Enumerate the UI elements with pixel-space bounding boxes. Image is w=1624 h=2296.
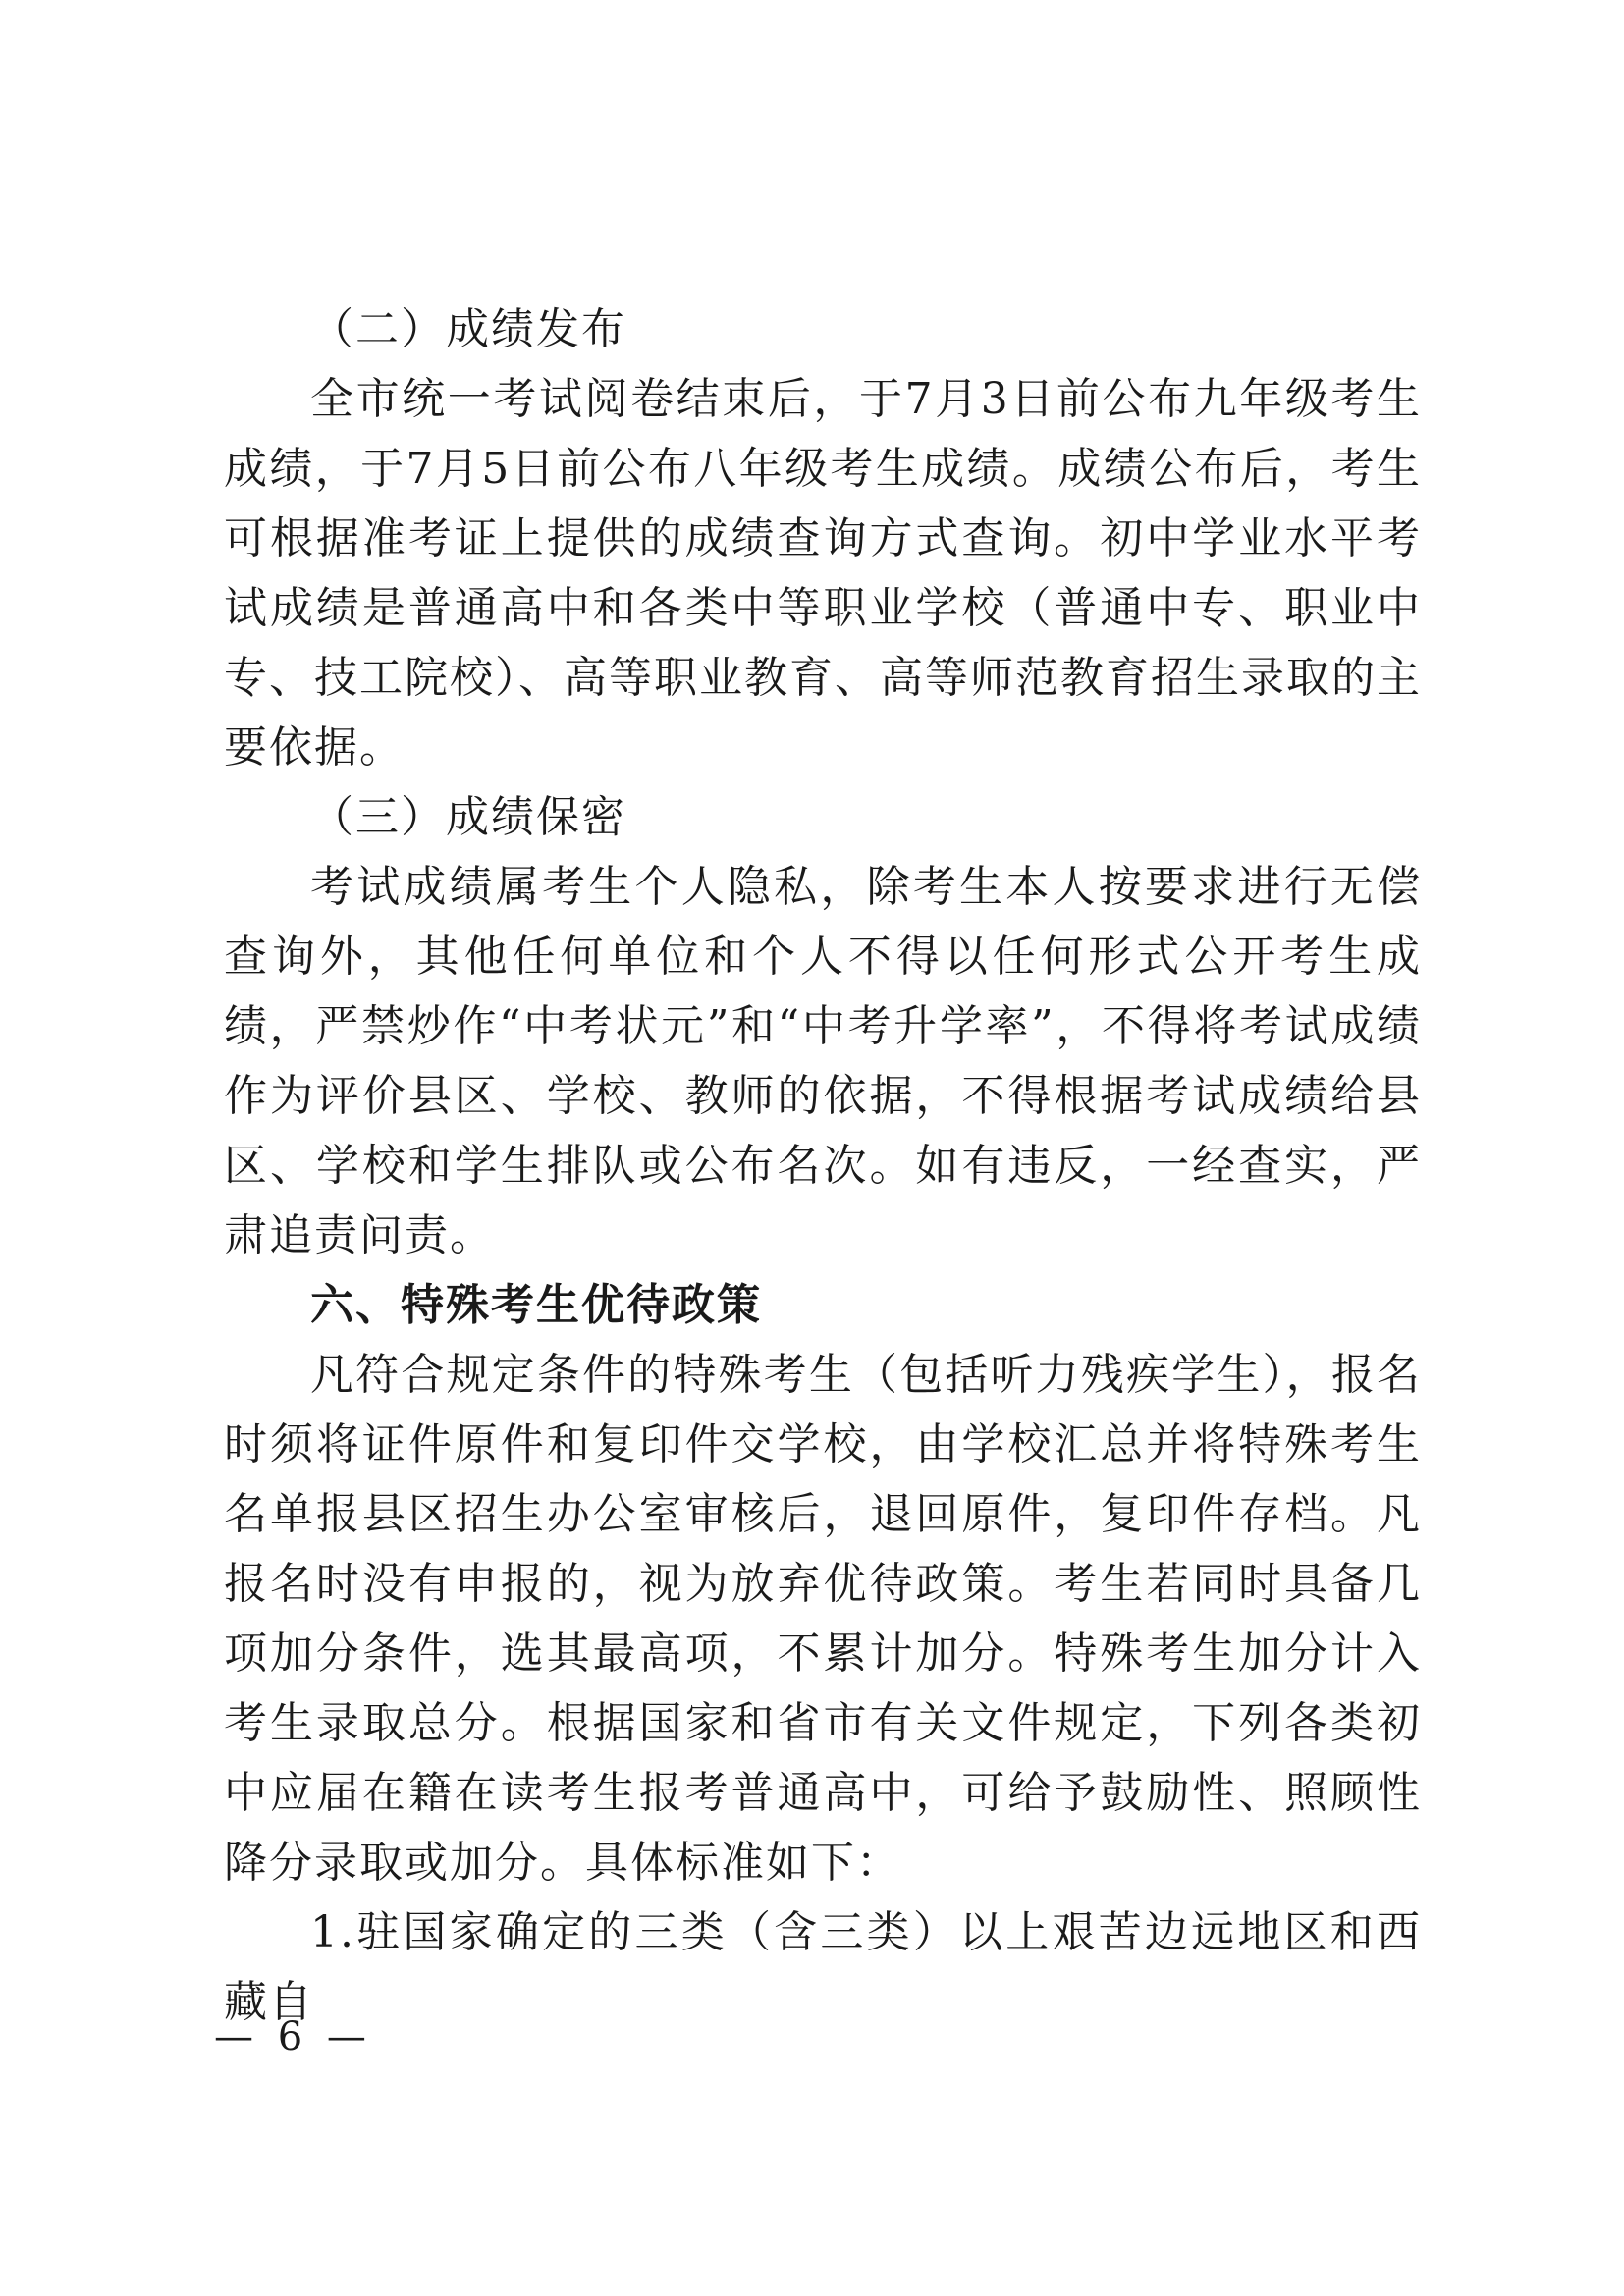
paragraph-special-candidates: 凡符合规定条件的特殊考生（包括听力残疾学生），报名时须将证件原件和复印件交学校，由学校汇总并将特殊考生名单报县区招生办公室审核后，退回原件，复印件存档。凡报名时没有申报的，视为放弃优待政策。考生若同时具备几项加分条件，选其最高项，不累计加分。特殊考生加分计入考生录取总分。根据国家和省市有关文件规定，下列各类初中应届在籍在读考生报考普通高中，可给予鼓励性、照顾性降分录取或加分。具体标准如下： (224, 1350, 1422, 1888)
section-title-special-policy: 六、特殊考生优待政策 (310, 1280, 762, 1330)
subheading-results-release: （二）成绩发布 (310, 304, 626, 354)
paragraph-results-confidentiality: 考试成绩属考生个人隐私，除考生本人按要求进行无偿查询外，其他任何单位和个人不得以任何形式公开考生成绩，严禁炒作“中考状元”和“中考升学率”，不得将考试成绩作为评价县区、学校、教师的依据，不得根据考试成绩给县区、学校和学生排队或公布名次。如有违反，一经查实，严肃追责问责。 (224, 862, 1422, 1260)
page-number: — 6 — (214, 2014, 372, 2059)
subheading-results-confidentiality: （三）成绩保密 (310, 792, 626, 842)
document-body (224, 294, 1422, 2037)
list-item-1: 1.驻国家确定的三类（含三类）以上艰苦边远地区和西藏自 (224, 1907, 1422, 2027)
paragraph-results-release: 全市统一考试阅卷结束后，于7月3日前公布九年级考生成绩，于7月5日前公布八年级考生成绩。成绩公布后，考生可根据准考证上提供的成绩查询方式查询。初中学业水平考试成绩是普通高中和各类中等职业学校（普通中专、职业中专、技工院校）、高等职业教育、高等师范教育招生录取的主要依据。 (224, 374, 1422, 773)
